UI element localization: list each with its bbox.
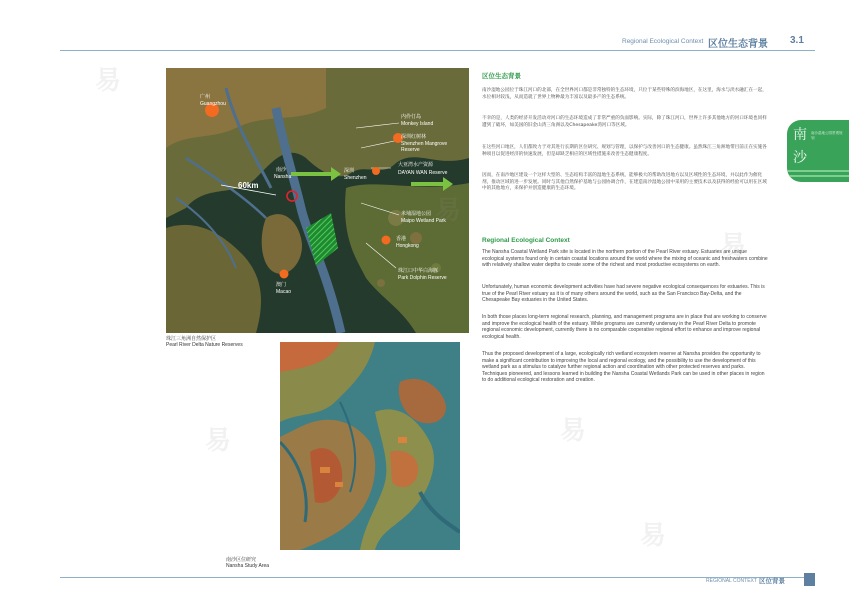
hongkong-marker — [382, 236, 391, 245]
label-mangrove-en1: Shenzhen Mangrove — [401, 141, 448, 147]
label-maipo-cn: 米埔湿地公园 — [401, 211, 432, 217]
label-shenzhen-cn: 深圳 — [344, 168, 355, 174]
section-number: 3.1 — [790, 35, 804, 46]
tab-stripe — [787, 170, 849, 172]
map2-caption-en: Nansha Study Area — [226, 563, 270, 569]
map1-caption-en: Pearl River Delta Nature Reserves — [166, 342, 243, 348]
nansha-study-area-map — [280, 342, 460, 550]
footer-title-en: REGIONAL CONTEXT — [706, 578, 757, 584]
shenzhen-marker — [372, 167, 380, 175]
en-paragraph: In both those places long-term regional research, planning, and management programs are in place that are working to conserve and improve the ecological health of the estuary. While programs are currently underway in the Pearl River Delta to promote regional economic development, currently there is no comparable cooperative regional effort to enhance and improve regional ecological health. — [482, 314, 767, 340]
en-paragraph: Thus the proposed development of a large, ecologically rich wetland ecosystem reserve at Nansha provides the opportunity to make a significant contribution to improving the local and regional ecology, and the possibility to use the development of this wetland park as a stimulus to catalyze further regional action and coordination with other protected reserves and parks. Techniques pioneered, and lessons learned in building the Nansha Coastal Wetlands Park can be used in other places in region to do additional ecological restoration and creation. — [482, 351, 765, 383]
tab-char-1: 南 — [793, 127, 807, 143]
label-monkey-en: Monkey Island — [401, 121, 434, 127]
label-mangrove-en2: Reserve — [401, 147, 420, 153]
label-dayan-en: DAYAN WAN Reserve — [398, 170, 448, 176]
en-paragraph: The Nansha Coastal Wetland Park site is located in the northern portion of the Pearl River estuary. Estuaries are unique ecological systems found only in certain coastal locations around the world where the mixing of oceanic and freshwaters combine with relatively shallow water depths to create some of the richest and most productive ecosystems on earth. — [482, 249, 768, 268]
footer-title-cn: 区位背景 — [759, 577, 785, 585]
tab-subtitle: 南沙湿地公园景观规划 — [811, 131, 843, 140]
label-distance: 60km — [238, 181, 259, 190]
label-hongkong-en: Hongkong — [396, 243, 419, 249]
map2-caption-cn: 南沙区位研究 — [226, 557, 257, 563]
watermark: 易 — [205, 426, 232, 456]
cn-paragraph: 在这些河口地区，人们都致力于对其进行长期的区位研究、规划与管理，以保护与改善河口的生态健康。虽然珠江三角洲地带目前正在实施各种项目以促进经济的快速发展，但是却缺乏相应的区域性措施来改善生态健康程度。 — [482, 145, 767, 157]
label-shenzhen-en: Shenzhen — [344, 175, 367, 181]
label-guangzhou-cn: 广州 — [200, 94, 211, 100]
footer-marker — [804, 573, 815, 586]
cn-paragraph: 不幸的是，人类的经济开发活动对河口的生态环境造成了非常严重的负面影响。实际，除了珠江河口，世界上许多其他地方的河口环境也同样遭到了破坏，如美国的旧金山湾三角洲以及Chesapeake湾河口等区域。 — [482, 116, 767, 128]
en-paragraph: Unfortunately, human economic development activities have had severe negative ecological consequences for estuaries. This is true of the Pearl River estuary as it is of many others around the world, such as the San Francisco Bay-Delta, and the Chesapeake Bay estuaries in the United States. — [482, 284, 765, 303]
watermark: 易 — [560, 416, 587, 446]
label-hongkong-cn: 香港 — [396, 236, 407, 242]
footer-rule — [60, 577, 815, 578]
cn-paragraph: 南沙湿地公园位于珠江河口的北部，在全世界河口都是非常独特的生态环境，只位于某些特殊的滨海地区，在这里，海水与淡水融汇在一起，水位相对较浅，从而造就了世界上物种最为丰富以及最多产的生态系统。 — [482, 88, 767, 100]
cn-paragraph: 因而，在南沙地区建设一个这样大型的、生态结构丰富的湿地生态系统，能够极大的帮助改进地方以及区域性的生态环境，并以此作为催化剂，推动区域的进一步发展。同时与其他自然保护基地与公园协调合作，在建造南沙湿地公园中采用的主要技术以及获得的经验可以用在区域中的其他地方，来保护并创造健康的生态环境。 — [482, 173, 767, 192]
label-macao-cn: 澳门 — [276, 282, 287, 288]
en-section-title: Regional Ecological Context — [482, 237, 570, 244]
map1-caption-cn: 珠江三角洲自然保护区 — [166, 336, 217, 342]
watermark: 易 — [95, 66, 122, 96]
chapter-tab — [787, 120, 849, 182]
watermark: 易 — [640, 521, 667, 551]
label-maipo-en: Maipo Wetland Park — [401, 218, 446, 224]
label-dolphin-en: Park Dolphin Reserve — [398, 275, 447, 281]
watermark: 易 — [720, 231, 747, 261]
pearl-river-delta-map — [166, 68, 469, 333]
header-rule — [60, 50, 815, 51]
header-title-cn: 区位生态背景 — [708, 39, 768, 50]
tab-stripe — [787, 175, 849, 177]
label-guangzhou-en: Guangzhou — [200, 101, 226, 107]
label-dayan-cn: 大亚湾水产资源 — [398, 162, 434, 168]
label-monkey-cn: 内伶仃岛 — [401, 114, 422, 120]
macao-marker — [280, 270, 289, 279]
watermark: 易 — [435, 196, 462, 226]
label-dolphin-cn: 珠江口中华白海豚 — [398, 268, 439, 274]
label-nansha-en: Nansha — [274, 174, 292, 180]
label-macao-en: Macao — [276, 289, 292, 295]
cn-section-title: 区位生态背景 — [482, 72, 521, 80]
label-mangrove-cn: 深圳红树林 — [401, 134, 427, 140]
header-title-en: Regional Ecological Context — [622, 38, 704, 45]
label-nansha-cn: 南沙 — [276, 167, 287, 173]
tab-char-2: 沙 — [793, 150, 807, 166]
